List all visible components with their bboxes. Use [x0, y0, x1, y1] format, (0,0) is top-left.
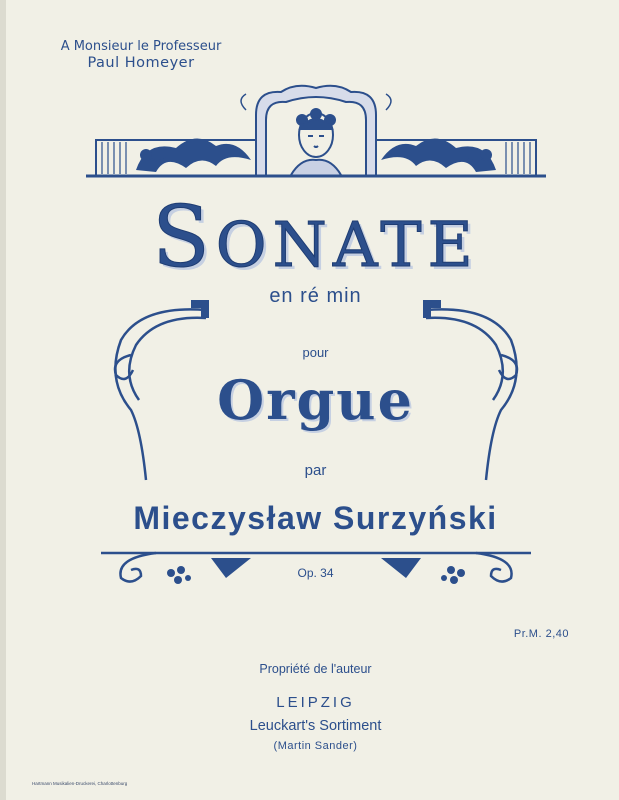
dedication-name: Paul Homeyer [87, 55, 195, 71]
copyright-notice: Propriété de l'auteur [259, 662, 372, 676]
publisher-name: Leuckart's Sortiment [249, 718, 382, 734]
publisher-city: LEIPZIG [276, 694, 355, 711]
dedication [56, 38, 226, 72]
title-rest: ONATE [215, 208, 479, 281]
publisher-owner: (Martin Sander) [273, 740, 358, 752]
printer-credit: Hartmann Musikalien-Druckerei, Charlottenburg [32, 781, 128, 786]
pour-label: pour [302, 345, 329, 360]
par-label: par [304, 462, 327, 479]
ornamental-banner-icon [86, 80, 546, 190]
price: Pr.M. 2,40 [513, 628, 569, 640]
key-subtitle: en ré min [269, 285, 362, 307]
title [6, 188, 619, 286]
instrument-title: Orgue [217, 368, 414, 432]
opus-number: Op. 34 [297, 566, 334, 580]
dedication-line1: A Monsieur le Professeur [60, 39, 222, 54]
title-initial: S [152, 188, 216, 286]
composer-name: Mieczysław Surzyński [133, 500, 498, 536]
